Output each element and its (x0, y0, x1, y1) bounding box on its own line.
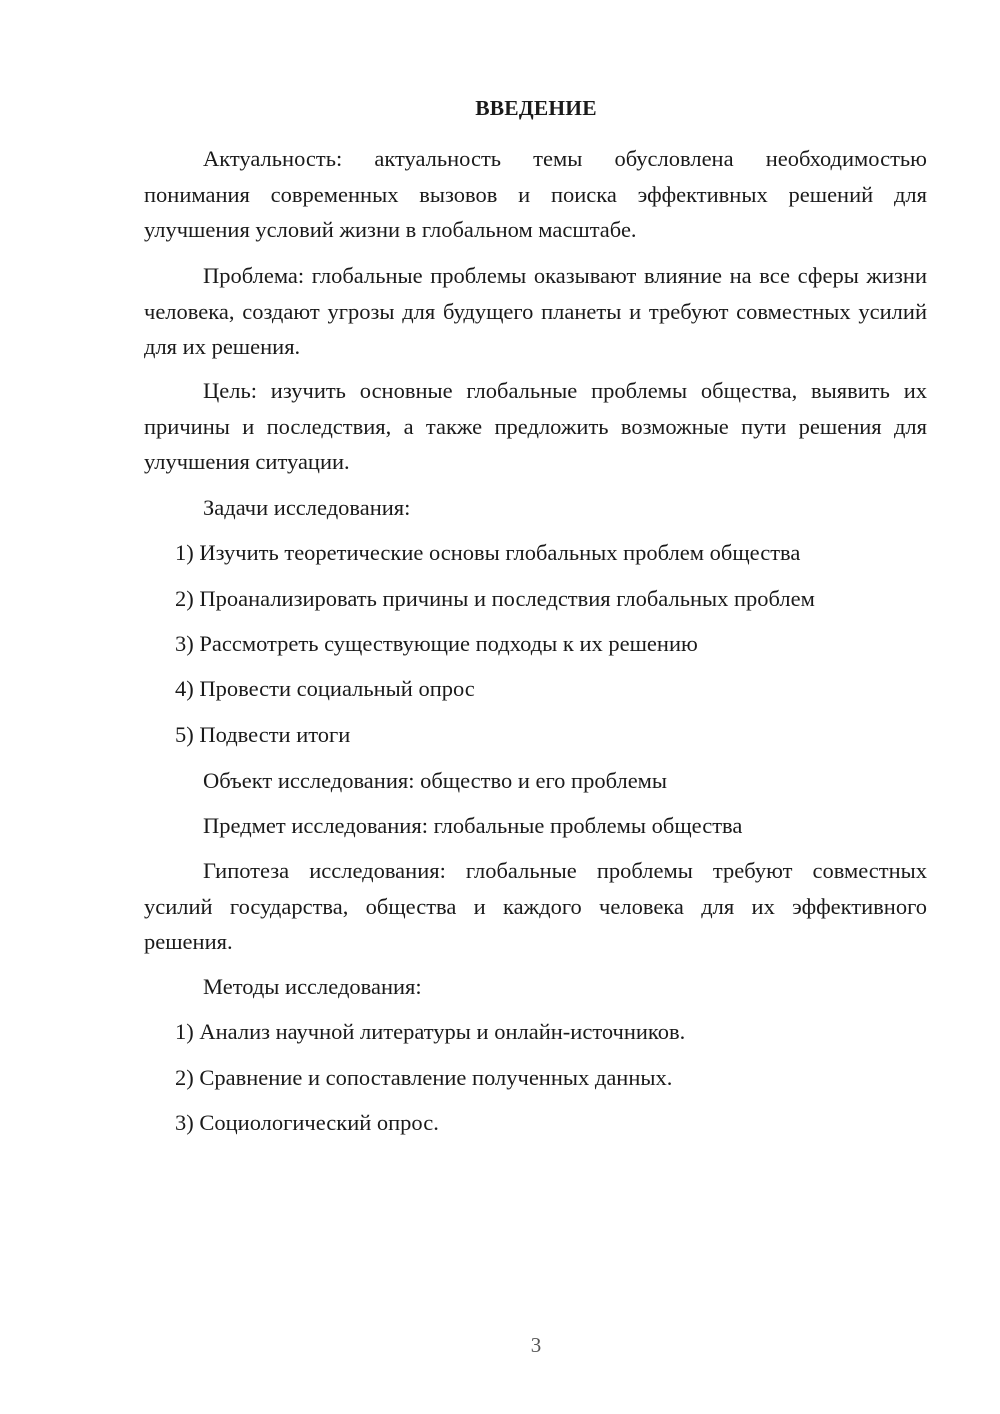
method-item: 3) Социологический опрос. (175, 1110, 439, 1135)
methods-heading: Методы исследования: (203, 974, 422, 999)
relevance-paragraph: Актуальность: актуальность темы обусловлена необходимостью понимания современных вызовов и поиска эффективных решений для улучшения условий жизни в глобальном масштабе. (144, 146, 927, 242)
task-item: 1) Изучить теоретические основы глобальных проблем общества (175, 540, 801, 565)
page-number: 3 (530, 1333, 542, 1357)
task-item: 4) Провести социальный опрос (175, 676, 475, 701)
task-item: 5) Подвести итоги (175, 722, 351, 747)
research-object: Объект исследования: общество и его проблемы (203, 768, 668, 793)
method-item: 1) Анализ научной литературы и онлайн-источников. (175, 1019, 686, 1044)
task-item: 2) Проанализировать причины и последствия глобальных проблем (175, 586, 815, 611)
research-subject: Предмет исследования: глобальные проблемы общества (203, 813, 743, 838)
task-item: 3) Рассмотреть существующие подходы к их решению (175, 631, 698, 656)
hypothesis-paragraph: Гипотеза исследования: глобальные проблемы требуют совместных усилий государства, общества и каждого человека для их эффективного решения. (144, 858, 927, 954)
problem-paragraph: Проблема: глобальные проблемы оказывают влияние на все сферы жизни человека, создают угрозы для будущего планеты и требуют совместных усилий для их решения. (144, 263, 927, 359)
method-item: 2) Сравнение и сопоставление полученных данных. (175, 1065, 673, 1090)
section-title: ВВЕДЕНИЕ (475, 96, 597, 120)
tasks-heading: Задачи исследования: (203, 495, 411, 520)
goal-paragraph: Цель: изучить основные глобальные проблемы общества, выявить их причины и последствия, а также предложить возможные пути решения для улучшения ситуации. (144, 378, 927, 474)
